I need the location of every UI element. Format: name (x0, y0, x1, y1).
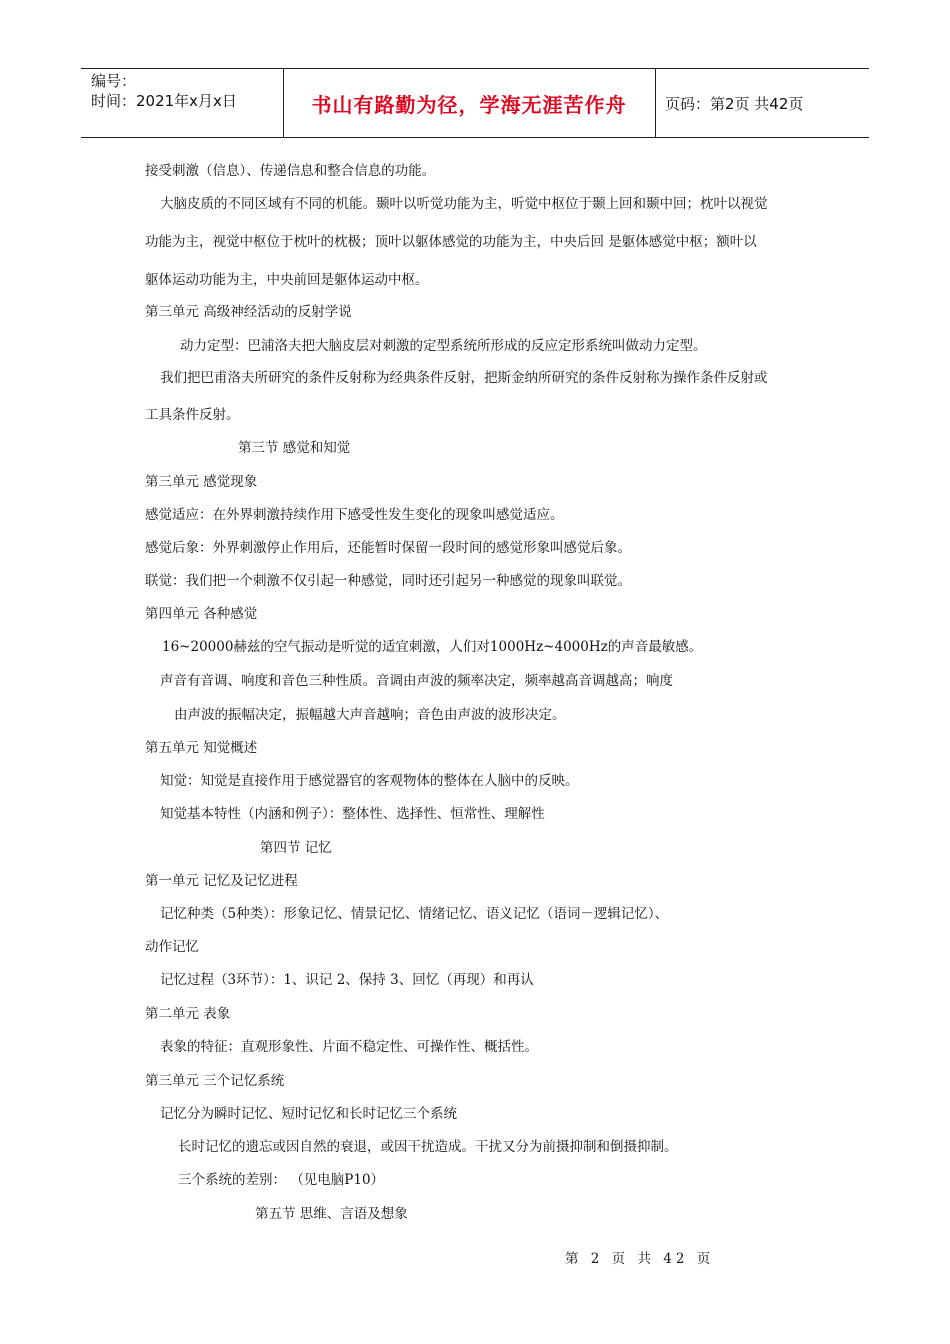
time-label: 时间：2021年x月x日 (91, 92, 237, 110)
body-line: 16~20000赫兹的空气振动是听觉的适宜刺激，人们对1000Hz~4000Hz的声音最敏感。 (162, 639, 703, 655)
body-line: 表象的特征：直观形象性、片面不稳定性、可操作性、概括性。 (160, 1039, 538, 1055)
body-line: 感觉适应：在外界刺激持续作用下感受性发生变化的现象叫感觉适应。 (145, 507, 564, 523)
unit-heading: 第五单元 知觉概述 (145, 740, 258, 756)
unit-heading: 第一单元 记忆及记忆进程 (145, 873, 298, 889)
unit-heading: 第二单元 表象 (145, 1006, 231, 1022)
body-line: 动力定型：巴浦洛夫把大脑皮层对刺激的定型系统所形成的反应定形系统叫做动力定型。 (180, 338, 707, 354)
section-heading: 第四节 记忆 (260, 840, 332, 856)
page-header (81, 68, 869, 138)
body-line: 躯体运动功能为主，中央前回是躯体运动中枢。 (145, 272, 429, 288)
body-line: 三个系统的差别： （见电脑P10） (178, 1172, 385, 1188)
body-line: 记忆种类（5种类）：形象记忆、情景记忆、情绪记忆、语义记忆（语词－逻辑记忆）、 (160, 906, 669, 922)
body-line: 工具条件反射。 (145, 407, 240, 423)
body-line: 长时记忆的遗忘或因自然的衰退，或因干扰造成。干扰又分为前摄抑制和倒摄抑制。 (178, 1139, 678, 1155)
body-line: 动作记忆 (145, 939, 199, 955)
section-heading: 第五节 思维、言语及想象 (255, 1206, 408, 1222)
unit-heading: 第四单元 各种感觉 (145, 606, 258, 622)
body-line: 记忆过程（3环节）：1、识记 2、保持 3、回忆（再现）和再认 (160, 972, 534, 988)
page-footer: 第 2 页 共 42 页 (565, 1251, 715, 1267)
body-line: 联觉：我们把一个刺激不仅引起一种感觉，同时还引起另一种感觉的现象叫联觉。 (145, 573, 631, 589)
unit-heading: 第三单元 三个记忆系统 (145, 1073, 285, 1089)
unit-heading: 第三单元 感觉现象 (145, 474, 258, 490)
body-line: 感觉后象：外界刺激停止作用后，还能暂时保留一段时间的感觉形象叫感觉后象。 (145, 540, 631, 556)
number-label: 编号： (91, 72, 137, 90)
body-line: 由声波的振幅决定，振幅越大声音越响；音色由声波的波形决定。 (174, 707, 566, 723)
unit-heading: 第三单元 高级神经活动的反射学说 (145, 304, 352, 320)
section-heading: 第三节 感觉和知觉 (238, 440, 351, 456)
header-left (91, 71, 237, 111)
body-line: 记忆分为瞬时记忆、短时记忆和长时记忆三个系统 (160, 1106, 457, 1122)
body-line: 我们把巴甫洛夫所研究的条件反射称为经典条件反射，把斯金纳所研究的条件反射称为操作条件反射或 (160, 370, 768, 386)
header-divider (655, 69, 656, 137)
body-line: 声音有音调、响度和音色三种性质。音调由声波的频率决定，频率越高音调越高；响度 (160, 673, 673, 689)
body-line: 大脑皮质的不同区域有不同的机能。颞叶以听觉功能为主，听觉中枢位于颞上回和颞中回；枕叶以视觉 (160, 196, 768, 212)
header-motto: 书山有路勤为径，学海无涯苦作舟 (311, 92, 627, 117)
body-line: 接受刺激（信息）、传递信息和整合信息的功能。 (145, 163, 436, 179)
body-line: 知觉基本特性（内涵和例子）：整体性、选择性、恒常性、理解性 (160, 806, 545, 822)
page-number-label: 页码：第2页 共42页 (665, 95, 804, 113)
body-line: 知觉：知觉是直接作用于感觉器官的客观物体的整体在人脑中的反映。 (160, 773, 579, 789)
body-line: 功能为主，视觉中枢位于枕叶的枕极；顶叶以躯体感觉的功能为主，中央后回 是躯体感觉中枢；额叶以 (145, 234, 757, 250)
